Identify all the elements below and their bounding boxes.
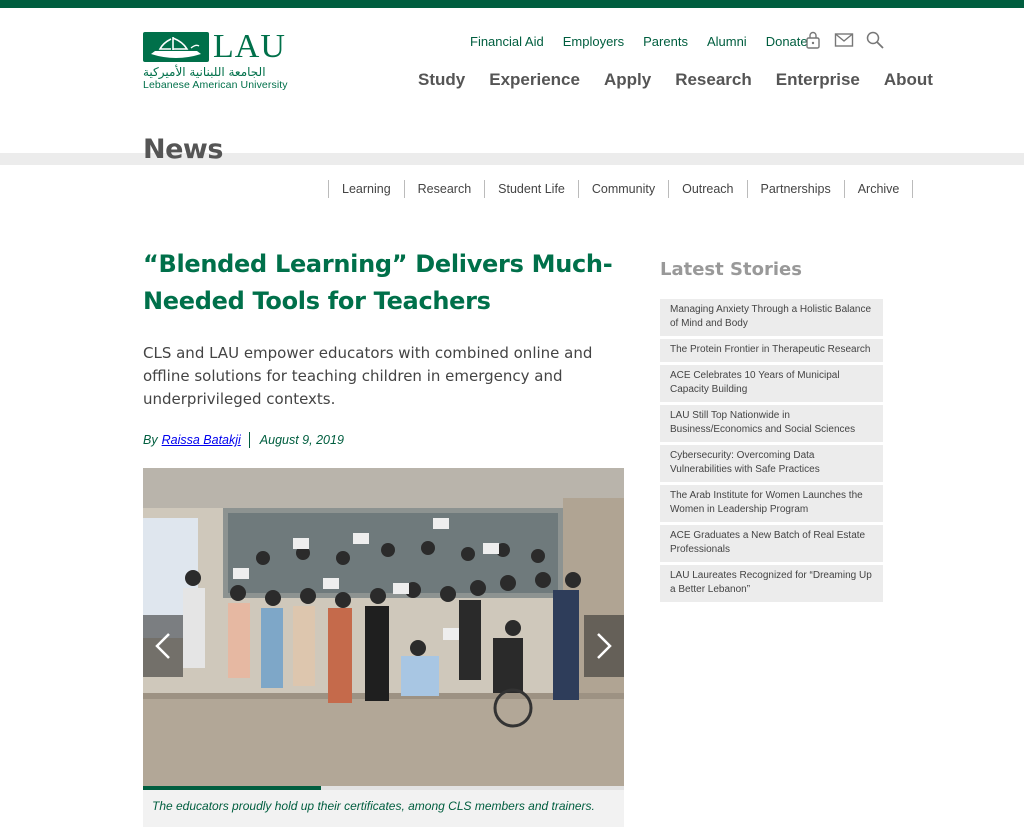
util-link-parents[interactable]: Parents (643, 34, 688, 49)
lau-logo[interactable] (143, 30, 288, 92)
logo-arabic-name: الجامعة اللبنانية الأميركية (143, 65, 266, 79)
latest-stories-title: Latest Stories (660, 259, 802, 280)
article-date: August 9, 2019 (259, 433, 344, 447)
utility-nav (470, 34, 827, 49)
subnav-student-life[interactable]: Student Life (484, 180, 578, 198)
search-icon[interactable] (865, 30, 885, 50)
nav-research[interactable]: Research (675, 70, 752, 89)
story-link[interactable]: The Protein Frontier in Therapeutic Research (660, 339, 883, 362)
carousel-prev-button[interactable] (143, 615, 183, 677)
story-link[interactable]: The Arab Institute for Women Launches the Women in Leadership Program (660, 485, 883, 522)
chevron-right-icon (595, 631, 613, 661)
util-link-alumni[interactable]: Alumni (706, 34, 747, 49)
top-accent-bar (0, 0, 1024, 8)
author-link[interactable]: Raissa Batakji (161, 433, 241, 447)
nav-apply[interactable]: Apply (603, 70, 652, 89)
story-link[interactable]: ACE Celebrates 10 Years of Municipal Capacity Building (660, 365, 883, 402)
story-link[interactable]: ACE Graduates a New Batch of Real Estate Professionals (660, 525, 883, 562)
byline-prefix: By (143, 433, 158, 447)
nav-about[interactable]: About (883, 70, 933, 89)
article-byline (143, 432, 344, 448)
nav-study[interactable]: Study (418, 70, 466, 89)
story-link[interactable]: LAU Still Top Nationwide in Business/Economics and Social Sciences (660, 405, 883, 442)
logo-english-name: Lebanese American University (143, 79, 288, 91)
latest-stories-list (660, 299, 883, 605)
subnav-partnerships[interactable]: Partnerships (747, 180, 844, 198)
nav-enterprise[interactable]: Enterprise (775, 70, 860, 89)
nav-experience[interactable]: Experience (489, 70, 580, 89)
lock-icon[interactable] (803, 30, 823, 50)
ship-logo-icon (143, 32, 209, 62)
byline-divider (249, 432, 250, 448)
subnav-outreach[interactable]: Outreach (668, 180, 746, 198)
news-sub-nav (328, 180, 913, 198)
section-title: News (143, 134, 223, 165)
chevron-left-icon (154, 631, 172, 661)
group-photo (143, 468, 624, 789)
story-link[interactable]: Managing Anxiety Through a Holistic Balance of Mind and Body (660, 299, 883, 336)
article-lede: CLS and LAU empower educators with combined online and offline solutions for teaching children in emergency and underprivileged contexts. (143, 344, 593, 408)
logo-wordmark: LAU (213, 28, 286, 65)
subnav-community[interactable]: Community (578, 180, 668, 198)
story-link[interactable]: LAU Laureates Recognized for “Dreaming Up a Better Lebanon” (660, 565, 883, 602)
photo-carousel[interactable] (143, 468, 624, 789)
subnav-learning[interactable]: Learning (328, 180, 404, 198)
util-link-financial-aid[interactable]: Financial Aid (470, 34, 544, 49)
utility-icons (803, 30, 885, 50)
mail-icon[interactable] (834, 30, 854, 50)
subnav-research[interactable]: Research (404, 180, 485, 198)
carousel-next-button[interactable] (584, 615, 624, 677)
util-link-employers[interactable]: Employers (562, 34, 625, 49)
main-nav (418, 70, 957, 90)
article-headline: “Blended Learning” Delivers Much-Needed Tools for Teachers (143, 250, 613, 315)
story-link[interactable]: Cybersecurity: Overcoming Data Vulnerabilities with Safe Practices (660, 445, 883, 482)
subnav-archive[interactable]: Archive (844, 180, 913, 198)
util-link-donate[interactable]: Donate (765, 34, 808, 49)
photo-caption: The educators proudly hold up their certificates, among CLS members and trainers. (152, 799, 595, 813)
